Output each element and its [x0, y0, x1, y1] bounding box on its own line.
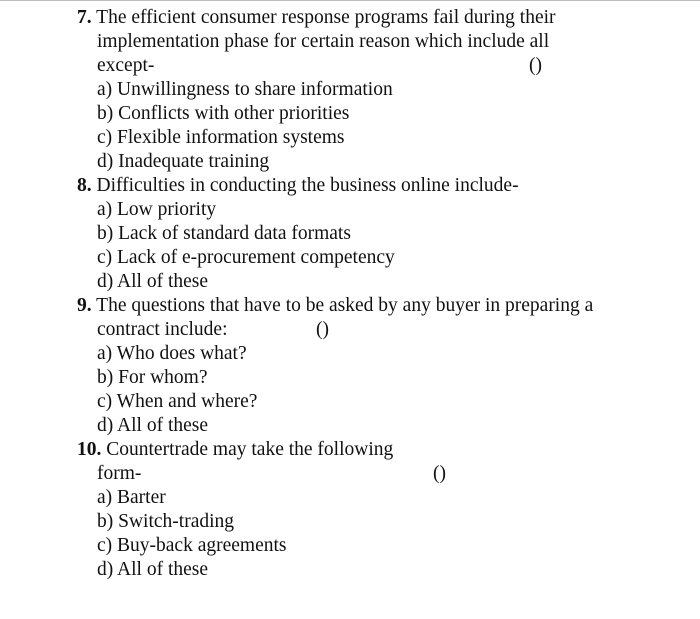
question-stem-line — [0, 438, 700, 462]
top-divider — [0, 0, 700, 1]
answer-option: a) Unwillingness to share information — [97, 79, 393, 100]
question-stem-line — [0, 294, 700, 318]
answer-option: c) When and where? — [97, 391, 258, 412]
question-number: 9. — [77, 295, 92, 316]
question-text: The questions that have to be asked by any buyer in preparing a — [96, 295, 594, 316]
answer-blank: () — [433, 463, 446, 484]
answer-option: d) All of these — [97, 271, 209, 292]
answer-option: b) Lack of standard data formats — [97, 223, 351, 244]
answer-option: b) Switch-trading — [97, 511, 235, 532]
answer-option: a) Who does what? — [97, 343, 247, 364]
answer-option: c) Lack of e-procurement competency — [97, 247, 395, 268]
answer-blank: () — [316, 319, 329, 340]
answer-option: c) Flexible information systems — [97, 127, 345, 148]
question-9 — [0, 294, 700, 438]
question-stem-line — [0, 54, 700, 78]
question-7 — [0, 6, 700, 174]
question-text: The efficient consumer response programs fail during their — [96, 7, 556, 28]
question-number: 7. — [77, 7, 92, 28]
question-number: 10. — [77, 439, 102, 460]
answer-option: b) For whom? — [97, 367, 208, 388]
question-text: Difficulties in conducting the business online include- — [96, 175, 519, 196]
answer-option: d) All of these — [97, 415, 209, 436]
answer-option: b) Conflicts with other priorities — [97, 103, 350, 124]
question-text: form- — [97, 463, 142, 484]
answer-option: d) All of these — [97, 559, 209, 580]
question-stem-line — [0, 6, 700, 30]
question-8 — [0, 174, 700, 294]
question-text: except- — [97, 55, 155, 76]
question-stem-line — [0, 318, 700, 342]
answer-option: d) Inadequate training — [97, 151, 270, 172]
question-number: 8. — [77, 175, 92, 196]
question-text: implementation phase for certain reason which include all — [97, 31, 550, 52]
answer-option: c) Buy-back agreements — [97, 535, 287, 556]
question-10 — [0, 438, 700, 582]
answer-blank: () — [529, 55, 542, 76]
question-stem-line — [0, 462, 700, 486]
question-stem-line — [0, 30, 700, 54]
question-stem-line — [0, 174, 700, 198]
answer-option: a) Low priority — [97, 199, 217, 220]
answer-option: a) Barter — [97, 487, 166, 508]
question-text: Countertrade may take the following — [106, 439, 394, 460]
question-text: contract include: — [97, 319, 228, 340]
question-list — [0, 6, 700, 582]
